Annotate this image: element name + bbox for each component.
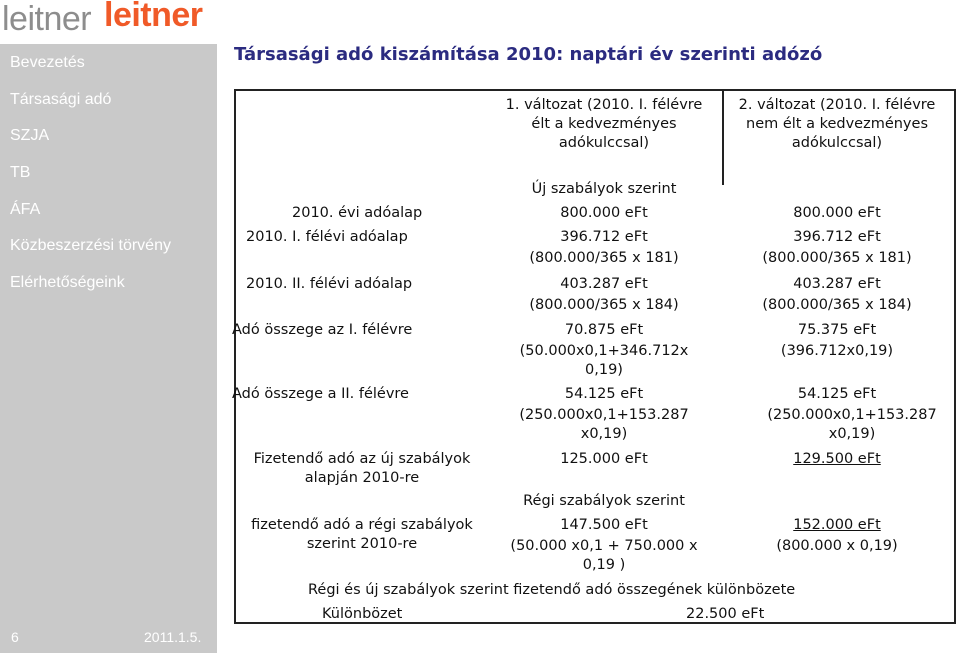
slide-footer <box>0 627 217 651</box>
row-label-new-total: Fizetendő adó az új szabályok alapján 2010-re <box>253 451 471 486</box>
row-h1-tax-v2: 75.375 eFt <box>797 322 877 338</box>
sidebar-item-szja[interactable]: SZJA <box>10 127 50 144</box>
row-label-h2-tax: Adó összege a II. félévre <box>232 386 409 402</box>
row-label-h1-tax: Adó összege az I. félévre <box>232 322 413 338</box>
row-annual-base-v2: 800.000 eFt <box>793 205 881 221</box>
row-h2-base-v1: 403.287 eFt <box>560 276 648 292</box>
row-h1-tax-v1-calc: (50.000x0,1+346.712x 0,19) <box>519 343 689 378</box>
sidebar-item-tb[interactable]: TB <box>10 164 31 181</box>
summary-heading: Régi és új szabályok szerint fizetendő adó összegének különbözete <box>308 582 796 598</box>
row-old-total-v1: 147.500 eFt <box>560 517 648 533</box>
logo-text-grey: leitner <box>2 0 92 38</box>
row-label-annual-base: 2010. évi adóalap <box>292 205 423 221</box>
row-h1-base-v2-calc: (800.000/365 x 181) <box>762 250 912 266</box>
difference-value: 22.500 eFt <box>686 606 765 622</box>
tax-comparison-table <box>234 89 956 624</box>
sidebar-item-afa[interactable]: ÁFA <box>10 201 41 218</box>
row-h2-tax-v2-calc: (250.000x0,1+153.287 x0,19) <box>767 407 937 442</box>
header-old-rules: Régi szabályok szerint <box>523 493 685 509</box>
row-old-total-v2: 152.000 eFt <box>793 517 881 533</box>
page-title: Társasági adó kiszámítása 2010: naptári év szerinti adózó <box>234 44 823 65</box>
header-new-rules: Új szabályok szerint <box>531 181 677 197</box>
row-old-total-v1-calc: (50.000 x0,1 + 750.000 x 0,19 ) <box>510 538 698 573</box>
row-label-old-total: fizetendő adó a régi szabályok szerint 2010-re <box>251 517 473 552</box>
row-new-total-v2: 129.500 eFt <box>793 451 881 467</box>
header-divider <box>722 91 724 185</box>
row-h2-tax-v1-calc: (250.000x0,1+153.287 x0,19) <box>519 407 689 442</box>
row-h1-base-v1-calc: (800.000/365 x 181) <box>529 250 679 266</box>
row-h1-tax-v1: 70.875 eFt <box>564 322 644 338</box>
row-h2-base-v2-calc: (800.000/365 x 184) <box>762 297 912 313</box>
row-h2-base-v1-calc: (800.000/365 x 184) <box>529 297 679 313</box>
row-h2-tax-v1: 54.125 eFt <box>564 386 644 402</box>
row-old-total-v2-calc: (800.000 x 0,19) <box>776 538 898 554</box>
row-label-h1-base: 2010. I. félévi adóalap <box>246 229 408 245</box>
row-h2-base-v2: 403.287 eFt <box>793 276 881 292</box>
header-variant-2: 2. változat (2010. I. félévre nem élt a kedvezményes adókulccsal) <box>738 97 936 151</box>
row-label-h2-base: 2010. II. félévi adóalap <box>246 276 413 292</box>
sidebar-item-bevezetes[interactable]: Bevezetés <box>10 54 85 71</box>
sidebar-item-tarsasagi-ado[interactable]: Társasági adó <box>10 91 112 108</box>
row-h1-base-v1: 396.712 eFt <box>560 229 648 245</box>
difference-label: Különbözet <box>322 606 403 622</box>
logo-text-orange: leitner <box>104 0 203 34</box>
header-logo-area <box>0 0 959 42</box>
row-h2-tax-v2: 54.125 eFt <box>797 386 877 402</box>
header-variant-1: 1. változat (2010. I. félévre élt a kedvezményes adókulccsal) <box>505 97 703 151</box>
sidebar <box>0 44 217 653</box>
slide-date: 2011.1.5. <box>144 629 202 645</box>
slide-number: 6 <box>11 629 19 645</box>
row-new-total-v1: 125.000 eFt <box>560 451 648 467</box>
row-h1-base-v2: 396.712 eFt <box>793 229 881 245</box>
row-annual-base-v1: 800.000 eFt <box>560 205 648 221</box>
sidebar-item-kozbeszerzes[interactable]: Közbeszerzési törvény <box>10 237 171 254</box>
sidebar-item-elerhetosegeink[interactable]: Elérhetőségeink <box>10 274 125 291</box>
row-h1-tax-v2-calc: (396.712x0,19) <box>780 343 894 359</box>
